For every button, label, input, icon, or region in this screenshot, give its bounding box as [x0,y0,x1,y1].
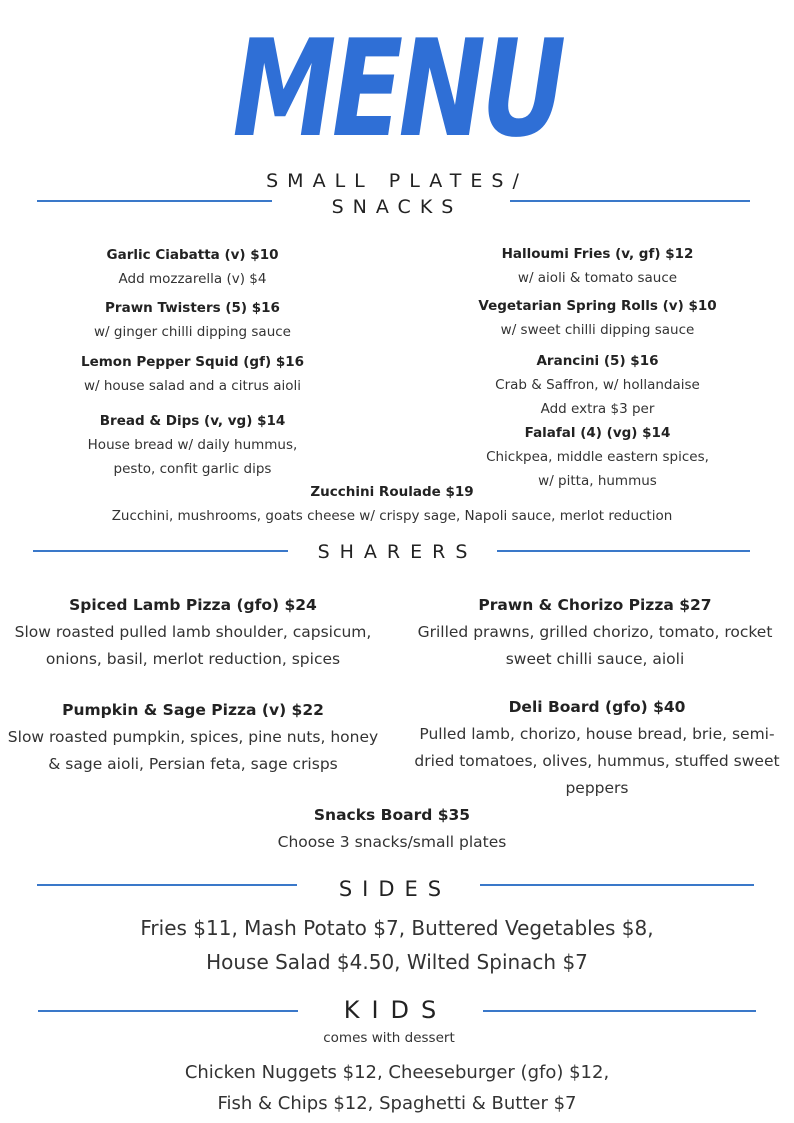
menu-item-halloumi-fries [445,242,750,290]
item-name: Snacks Board $35 [313,806,471,824]
item-desc: sweet chilli sauce, aioli [505,650,685,668]
menu-item-deli-board [410,694,784,802]
item-desc: pesto, confit garlic dips [113,461,272,477]
menu-item-spiced-lamb-pizza [10,592,376,673]
item-name: Bread & Dips (v, vg) $14 [99,413,286,429]
item-desc: onions, basil, merlot reduction, spices [45,650,341,668]
divider-sharers-right [497,550,750,552]
sides-list [0,911,794,979]
section-heading-kids: KIDS [343,996,449,1024]
kids-line: Chicken Nuggets $12, Cheeseburger (gfo) $12, [184,1062,610,1083]
item-desc: Choose 3 snacks/small plates [277,833,507,851]
section-heading-sides: SIDES [338,877,452,901]
item-desc: w/ aioli & tomato sauce [517,270,678,286]
divider-kids-left [38,1010,298,1012]
menu-item-pumpkin-sage-pizza [6,697,380,778]
menu-item-prawn-chorizo-pizza [412,592,778,673]
divider-kids-right [483,1010,756,1012]
item-name: Spiced Lamb Pizza (gfo) $24 [69,596,317,614]
item-desc: w/ pitta, hummus [538,473,657,489]
item-desc: Slow roasted pulled lamb shoulder, capsicum, [14,623,372,641]
item-desc: & sage aioli, Persian feta, sage crisps [48,755,338,773]
item-desc: Slow roasted pumpkin, spices, pine nuts, honey [7,728,379,746]
item-name: Falafal (4) (vg) $14 [524,425,671,441]
section-heading-sharers: SHARERS [317,541,478,563]
item-desc: Pulled lamb, chorizo, house bread, brie, semi- [419,725,775,743]
item-desc: Crab & Saffron, w/ hollandaise [495,377,700,393]
kids-line: Fish & Chips $12, Spaghetti & Butter $7 [217,1093,577,1114]
item-name: Prawn & Chorizo Pizza $27 [478,596,712,614]
divider-sharers-left [33,550,288,552]
menu-item-bread-dips [40,409,345,481]
item-name: Deli Board (gfo) $40 [508,698,686,716]
item-name: Pumpkin & Sage Pizza (v) $22 [62,701,324,719]
menu-item-lemon-pepper-squid [40,350,345,398]
item-desc: w/ sweet chilli dipping sauce [500,322,695,338]
menu-item-snacks-board [192,802,592,856]
menu-item-zucchini-roulade [40,480,744,528]
item-name: Vegetarian Spring Rolls (v) $10 [478,298,717,314]
section-heading-small-plates-line2: SNACKS [331,196,463,218]
divider-sides-left [37,884,297,886]
section-heading-small-plates-line1: SMALL PLATES/ [266,170,528,192]
item-desc: dried tomatoes, olives, hummus, stuffed sweet [414,752,780,770]
item-desc: Zucchini, mushrooms, goats cheese w/ crispy sage, Napoli sauce, merlot reduction [111,508,673,524]
sides-line: Fries $11, Mash Potato $7, Buttered Vegetables $8, [140,916,654,940]
menu-item-garlic-ciabatta [40,243,345,291]
item-desc: Add mozzarella (v) $4 [118,271,267,287]
item-desc: House bread w/ daily hummus, [87,437,298,453]
item-desc: w/ house salad and a citrus aioli [83,378,301,394]
section-heading-small-plates [200,168,594,220]
item-desc: peppers [565,779,629,797]
item-name: Garlic Ciabatta (v) $10 [106,247,279,263]
menu-item-arancini [445,349,750,421]
item-desc: w/ ginger chilli dipping sauce [94,324,291,340]
item-name: Arancini (5) $16 [536,353,659,369]
menu-item-prawn-twisters [40,296,345,344]
item-name: Zucchini Roulade $19 [310,484,474,500]
menu-title: MENU [232,11,562,167]
item-name: Lemon Pepper Squid (gf) $16 [80,354,305,370]
divider-sides-right [480,884,754,886]
item-desc: Add extra $3 per [540,401,655,417]
kids-note: comes with dessert [323,1030,455,1046]
item-name: Halloumi Fries (v, gf) $12 [501,246,694,262]
sides-line: House Salad $4.50, Wilted Spinach $7 [206,950,588,974]
item-name: Prawn Twisters (5) $16 [105,300,280,316]
menu-item-vegetarian-spring-rolls [445,294,750,342]
item-desc: Grilled prawns, grilled chorizo, tomato, rocket [417,623,773,641]
kids-list [0,1057,794,1119]
item-desc: Chickpea, middle eastern spices, [486,449,709,465]
